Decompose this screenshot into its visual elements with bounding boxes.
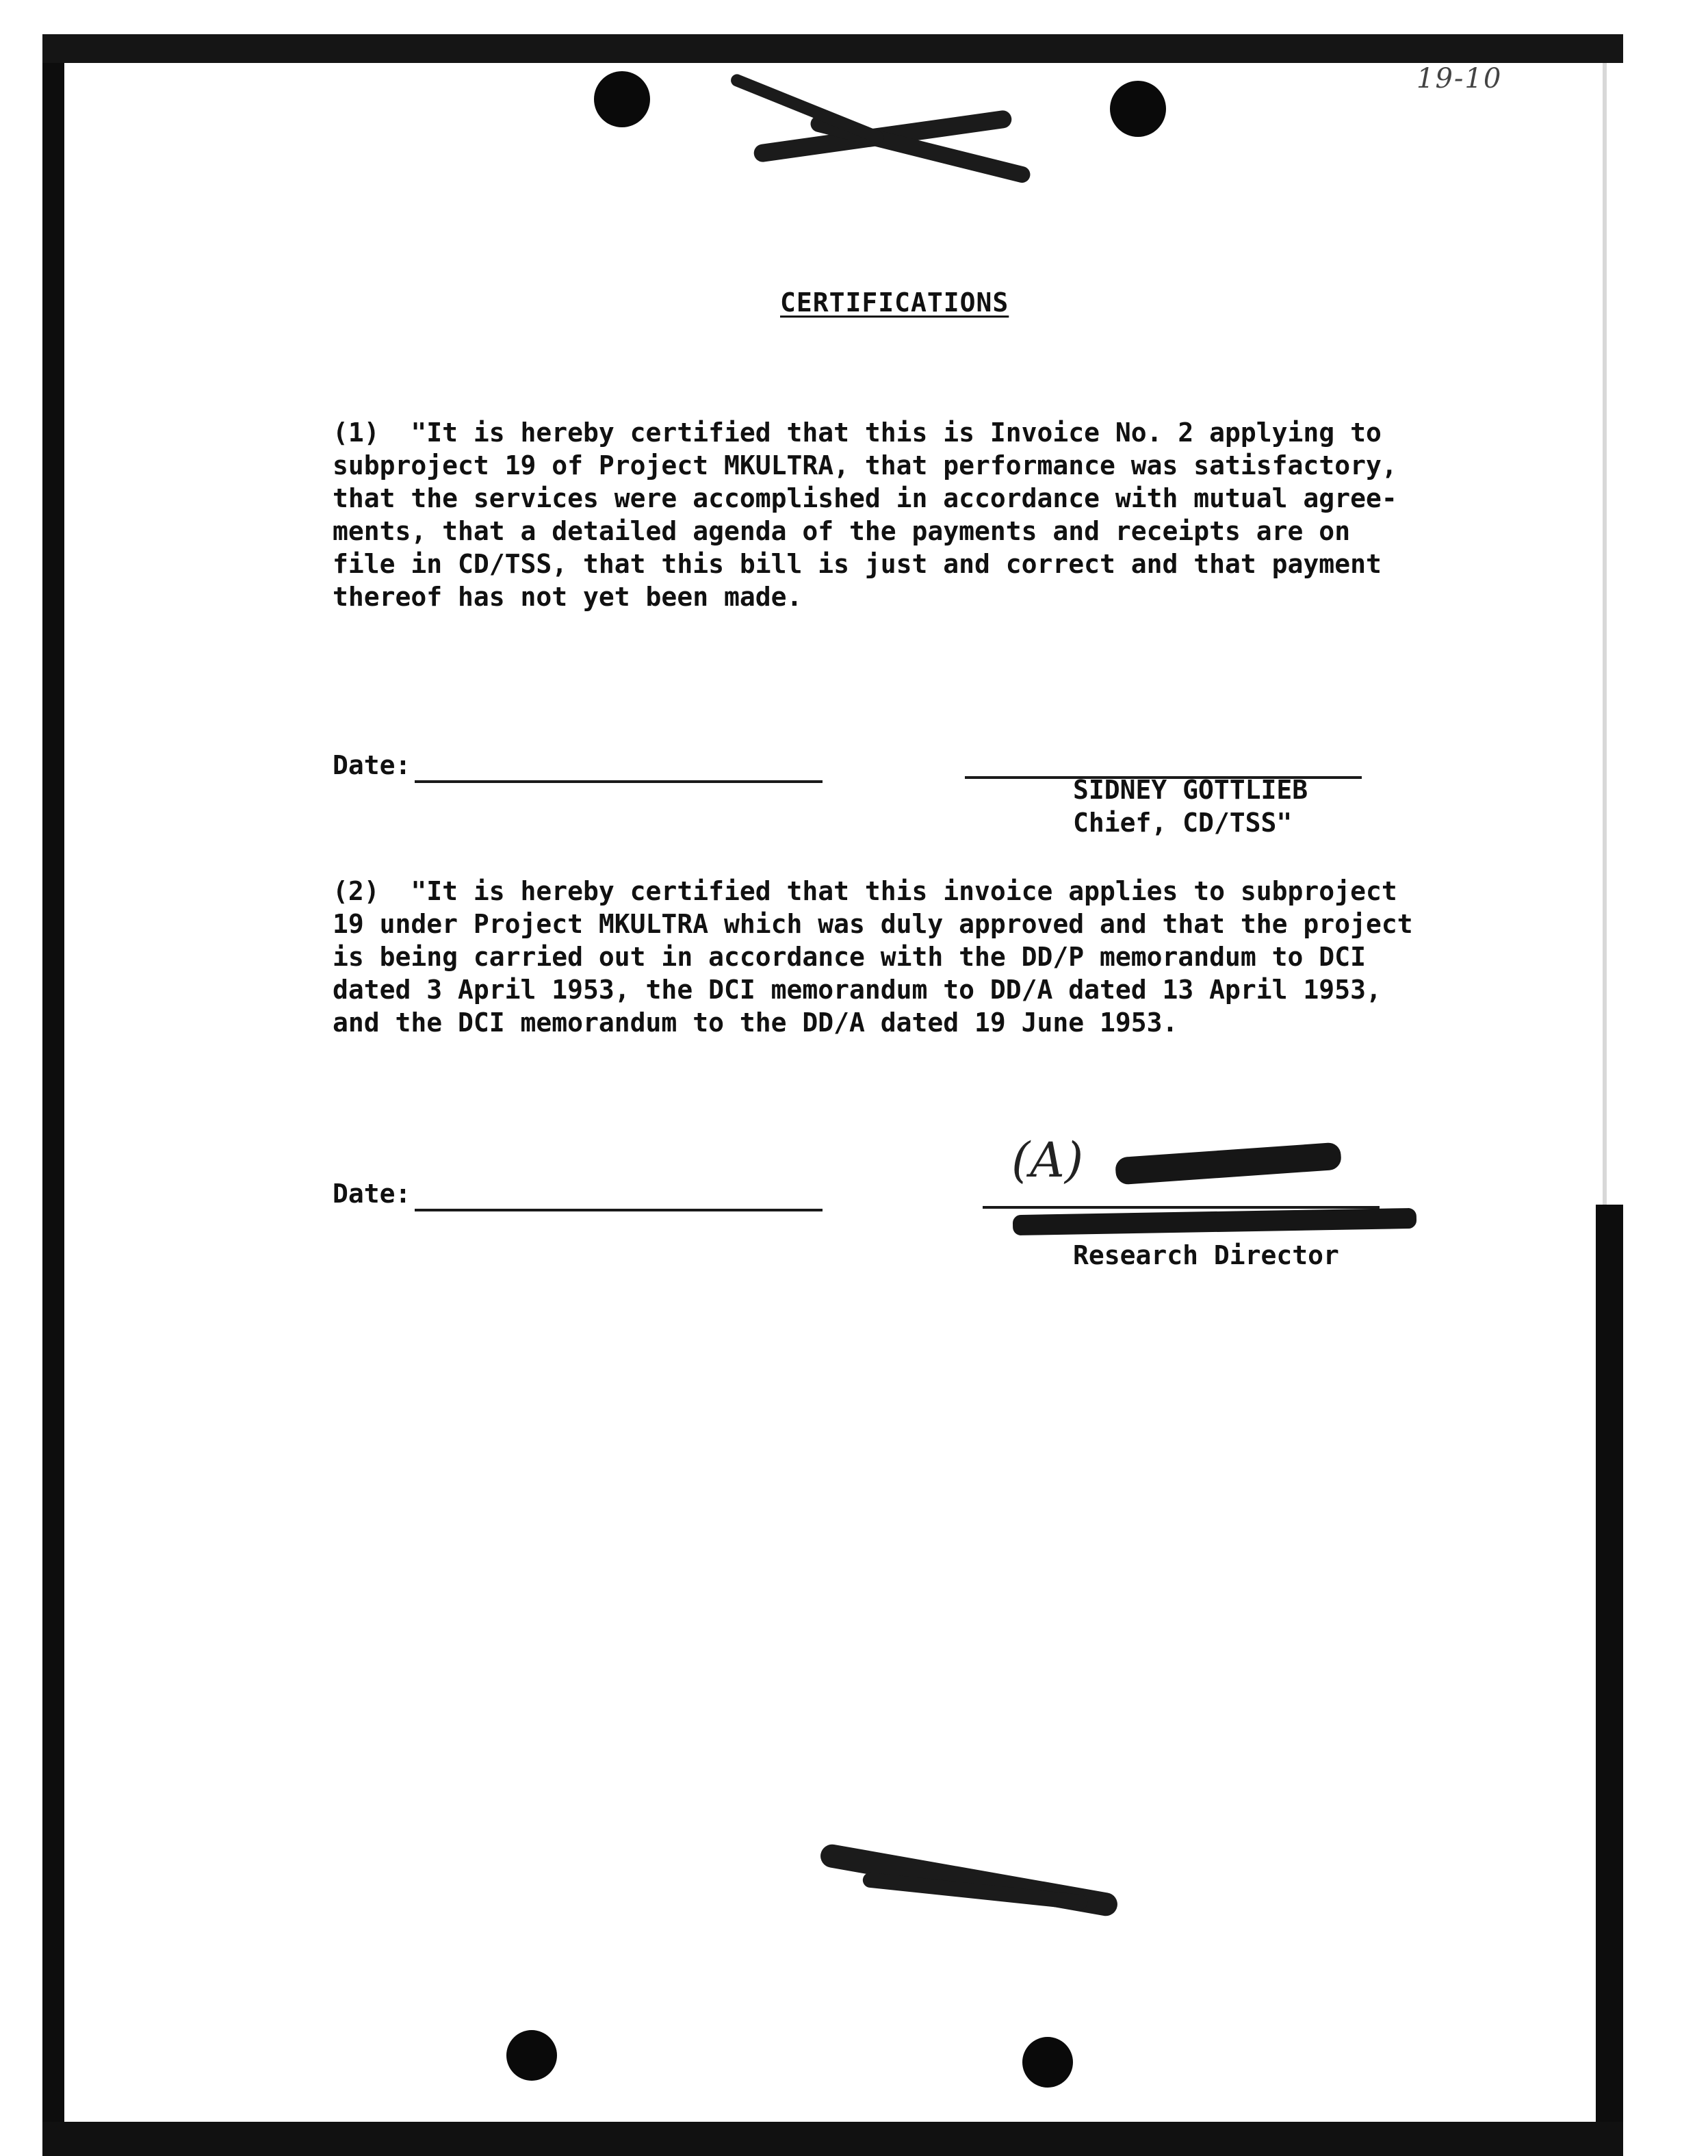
redacted-name <box>1013 1208 1416 1235</box>
marker-scribble-top <box>729 73 885 146</box>
scan-border-top <box>42 34 1623 63</box>
signer-block-1: SIDNEY GOTTLIEB Chief, CD/TSS" <box>1073 775 1308 838</box>
punch-hole-bottom-right <box>1022 2037 1073 2088</box>
scan-border-right <box>1596 1205 1623 2129</box>
certification-paragraph-1: (1) "It is hereby certified that this is Invoice No. 2 applying to subproject 19 of Project MKULTRA, that performance was satisfactory, that the services were accomplished in accordance with mutual agree- ments, that a detailed agenda of the payments and receipts are on file in CD/TSS, that this bill is just and correct and that payment thereof has not yet been made. <box>333 418 1397 612</box>
redacted-signature <box>1115 1142 1342 1185</box>
punch-hole-top-right <box>1110 81 1166 137</box>
date-blank-line-2 <box>415 1209 823 1211</box>
handwritten-mark: (A) <box>1011 1132 1084 1188</box>
handwritten-page-note: 19-10 <box>1416 63 1503 94</box>
document-title: CERTIFICATIONS <box>780 287 1009 318</box>
date-label-2: Date: <box>333 1179 411 1209</box>
punch-hole-top-left <box>594 71 650 127</box>
date-label-1: Date: <box>333 750 411 780</box>
scan-border-left <box>42 34 64 2129</box>
scan-border-bottom <box>42 2122 1623 2156</box>
signature-line-2 <box>983 1206 1380 1209</box>
punch-hole-bottom-left <box>506 2030 557 2081</box>
date-blank-line-1 <box>415 780 823 783</box>
scan-edge-right <box>1603 63 1607 1206</box>
signer-block-2: Research Director <box>1073 1240 1339 1270</box>
certification-paragraph-2: (2) "It is hereby certified that this invoice applies to subproject 19 under Project MKULTRA which was duly approved and that the project is being carried out in accordance with the DD/P memorandum to DCI dated 3 April 1953, the DCI memorandum to DD/A dated 13 April 1953, and the DCI memorandum to the DD/A dated 19 June 1953. <box>333 876 1413 1038</box>
